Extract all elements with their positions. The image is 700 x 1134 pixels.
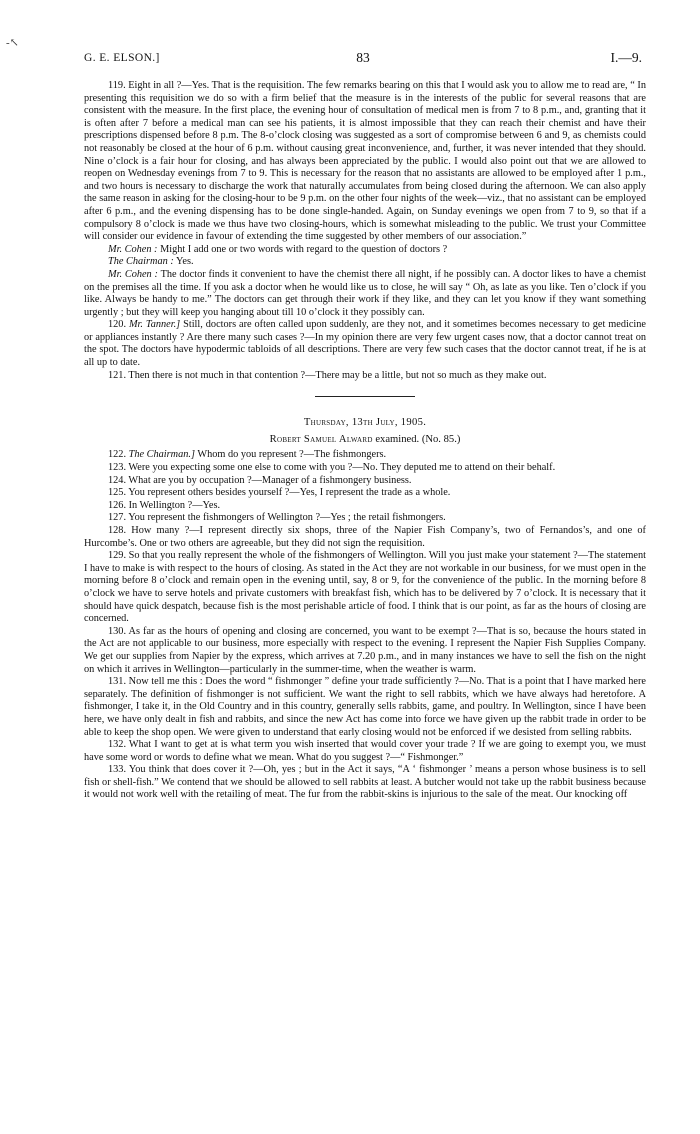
- paragraph-128: 128. How many ?—I represent directly six shops, three of the Napier Fish Company’s, two of Fernandos’s, and one of Hurcombe’s. One or two others are agreeable, but they did not sign the requisition.: [84, 525, 646, 549]
- paragraph-123: 123. Were you expecting some one else to come with you ?—No. They deputed me to attend on their behalf.: [108, 462, 556, 474]
- paragraph-133: 133. You think that does cover it ?—Oh, yes ; but in the Act it says, “A ‘ fishmonger ’ means a person whose business is to sell fish or shell-fish.” We contend that we should be allowed to sell rabbits at least. A butcher would not take up the rabbit business because it would not work well with the retailing of meat. The fur from the rabbit-skins is injurious to the sale of the meat. Our knocking off: [84, 764, 646, 801]
- question-number: 120.: [108, 319, 127, 331]
- witness-suffix: examined. (No. 85.): [375, 433, 461, 445]
- paragraph-cohen-2: [84, 269, 646, 319]
- speech-text: Might I add one or two words with regard to the question of doctors ?: [160, 243, 448, 255]
- speaker-label: Mr. Cohen :: [108, 243, 158, 255]
- running-header: [84, 50, 642, 68]
- paragraph-131: 131. Now tell me this : Does the word “ fishmonger ” define your trade sufficiently ?—No. That is a point that I have marked here separately. The definition of fishmonger is not sufficient. We want the right to sell rabbits, which we have always had heretofore. A fishmonger, I take it, in the Old Country and in this country, generally sells rabbits, game, and poultry. In Wellington, since I have been here, we have only dealt in fish and rabbits, and since the new Act has come into force we have given up the rabbit trade in order to be able to keep the shop open. We were given to understand that early closing would not be enforced if we desisted from selling rabbits.: [84, 676, 646, 738]
- speech-text: Whom do you represent ?—The fishmongers.: [197, 449, 387, 461]
- header-reference: I.—9.: [610, 50, 642, 65]
- speaker-label: Mr. Cohen :: [108, 268, 158, 280]
- paragraph-130: 130. As far as the hours of opening and closing are concerned, you want to be exempt ?—That is so, because the hours stated in the Act are not applicable to our business, more especially with respect to the evening. I represent the Napier Fish Supplies Company. We get our supplies from Napier by the express, which arrives at 7.20 p.m., and in many instances we have to sell the fish on the night on which it arrives in Wellington—particularly in the summer-time, when the weather is warm.: [84, 625, 646, 675]
- speaker-label: Mr. Tanner.]: [128, 319, 181, 331]
- speech-text: Yes.: [176, 256, 194, 268]
- paragraph-122: [84, 449, 646, 462]
- witness-heading: [84, 434, 646, 447]
- speaker-label: The Chairman.]: [128, 449, 195, 461]
- paragraph-132: 132. What I want to get at is what term you wish inserted that would cover your trade ? If we are going to exempt you, we must have some word or words to define what we mean. What do you suggest ?—“ Fishmonger.”: [84, 739, 646, 763]
- question-number: 122.: [108, 449, 127, 461]
- paragraph-120: [84, 319, 646, 369]
- page-number: 83: [356, 50, 370, 65]
- speech-text: The doctor finds it convenient to have the chemist there all night, if he possibly can. A doctor likes to have a chemist on the premises all the time. If you ask a doctor when he would like us to close, he will say “ Oh, as late as you like. Ten o’clock if you like. Always be handy to me.” The doctors can get through their work if they like, and they can let you know if they want something urgently ; but they will keep you hanging about till 10 o’clock it they possibly can.: [84, 268, 646, 318]
- paragraph-cohen-1: [84, 244, 646, 257]
- paragraph-126: 126. In Wellington ?—Yes.: [108, 499, 221, 511]
- section-divider: [315, 396, 415, 397]
- speaker-label: The Chairman :: [108, 256, 174, 268]
- paragraph-124: 124. What are you by occupation ?—Manager of a fishmongery business.: [108, 474, 412, 486]
- witness-name: Robert Samuel Alward: [269, 433, 373, 445]
- session-date: Thursday, 13th July, 1905.: [303, 417, 427, 429]
- paragraph-125: 125. You represent others besides yourself ?—Yes, I represent the trade as a whole.: [108, 487, 451, 499]
- paragraph-119: 119. Eight in all ?—Yes. That is the requisition. The few remarks bearing on this that I would ask you to allow me to read are, “ In presenting this requisition we do so with a firm belief that the measure is in the interests of the public for several reasons that are consistent with the measure. In the first place, the evening hour of consultation of medical men is from 7 to 8 p.m., and, granting that it is often after 7 before a medical man can see his patients, it is almost impossible that they can reach their chemist and have their prescriptions dispensed before 8 p.m. The 8-o’clock closing was suggested as a sort of compromise between 6 and 9, as chemists could not reasonably be closed at the hour of 6 p.m. without causing great inconvenience, and, further, it was never intended that they should. Nine o’clock is a fair hour for closing, and has always been appreciated by the public. I would also point out that we are allowed to reopen on Wednesday evenings from 7 to 9. This is necessary for the reason that no assistants are allowed to be employed after 1 p.m., and two hours is necessary to discharge the work that naturally accumulates from being closed during the afternoon. We can also apply the same reason in asking for the closing-hour to be 9 p.m. on the other four nights of the week—viz., that no assistant can be employed after 6 p.m., and the evening dispensing has to be done single-handed. Again, on Sunday evenings we open from 7 to 9, so that if a compulsory 8 o’clock is made we thus have two closing-hours, which is somewhat misleading to the public. We trust your Committee will consider our evidence in favour of extending the time suggested by other members of our association.”: [84, 80, 646, 243]
- speech-text: Still, doctors are often called upon suddenly, are they not, and it sometimes becomes necessary to get medicine or appliances instantly ? Are there many such cases ?—In my opinion there are very few urgent cases now, that a doctor cannot treat on the spot. The doctors have hypodermic tabloids of all descriptions. There are very few such cases that the doctor cannot treat, if he is at all up to date.: [84, 319, 647, 369]
- paragraph-chairman: [84, 256, 646, 269]
- corner-mark: -↖: [6, 37, 19, 49]
- header-author: G. E. ELSON.]: [84, 52, 160, 64]
- paragraph-121: 121. Then there is not much in that contention ?—There may be a little, but not so much as they make out.: [108, 369, 547, 381]
- document-body: [84, 80, 646, 802]
- paragraph-129: 129. So that you really represent the whole of the fishmongers of Wellington. Will you just make your statement ?—The statement I have to make is with respect to the hours of closing. As stated in the Act they are not workable in our business, for we must open in the morning before 8 o’clock and remain open in the evening until, say, 8 or 9, for the convenience of the public. In the morning before 8 o’clock we have to serve hotels and private customers with breakfast fish, which has to be delivered by 7 o’clock. It is necessary that it should have quick despatch, because fish is the most perishable article of food. I think that is our point, as far as the hours of closing are concerned.: [84, 550, 646, 625]
- paragraph-127: 127. You represent the fishmongers of Wellington ?—Yes ; the retail fishmongers.: [108, 512, 446, 524]
